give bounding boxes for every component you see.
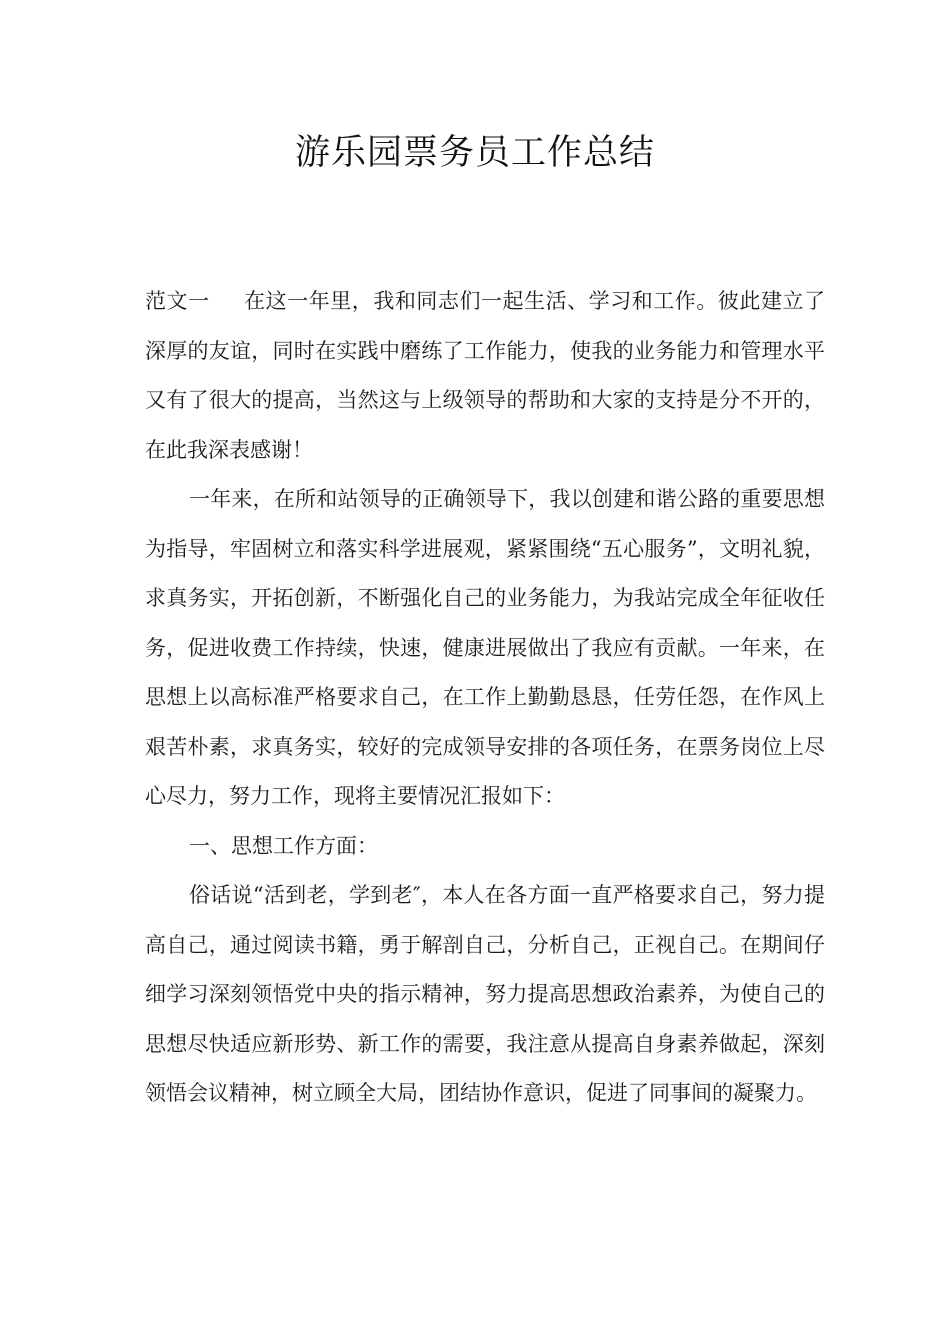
paragraph-overview: 一年来，在所和站领导的正确领导下，我以创建和谐公路的重要思想为指导，牢固树立和落实科学进展观，紧紧围绕“五心服务”，文明礼貌，求真务实，开拓创新，不断强化自己的业务能力，为我站完成全年征收任务，促进收费工作持续，快速，健康进展做出了我应有贡献。一年来，在思想上以高标准严格要求自己，在工作上勤勤恳恳，任劳任怨，在作风上艰苦朴素，求真务实，较好的完成领导安排的各项任务，在票务岗位上尽心尽力，努力工作，现将主要情况汇报如下：	[145, 487, 825, 808]
sample-label: 范文一	[145, 289, 210, 313]
document-body	[145, 277, 825, 1119]
document-title: 游乐园票务员工作总结	[294, 133, 655, 173]
paragraph-ideology: 俗话说“活到老，学到老″，本人在各方面一直严格要求自己，努力提高自己，通过阅读书籍，勇于解剖自己，分析自己，正视自己。在期间仔细学习深刻领悟党中央的指示精神，努力提高思想政治素养，为使自己的思想尽快适应新形势、新工作的需要，我注意从提高自身素养做起，深刻领悟会议精神，树立顾全大局，团结协作意识，促进了同事间的凝聚力。	[145, 883, 825, 1105]
paragraph-intro	[145, 277, 825, 475]
section-heading-ideology: 一、思想工作方面：	[189, 833, 378, 858]
paragraph-intro-text: 在这一年里，我和同志们一起生活、学习和工作。彼此建立了深厚的友谊，同时在实践中磨练了工作能力，使我的业务能力和管理水平又有了很大的提高，当然这与上级领导的帮助和大家的支持是分不开的，在此我深表感谢！	[145, 289, 826, 462]
